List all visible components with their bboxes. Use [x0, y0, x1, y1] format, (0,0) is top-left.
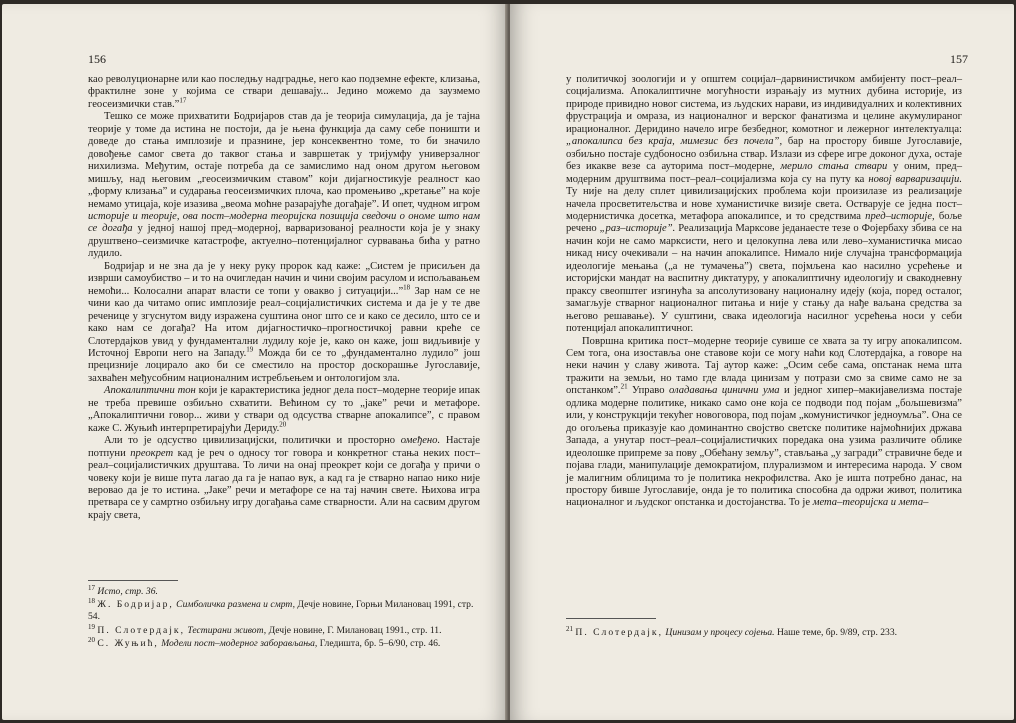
- right-page: [510, 4, 1014, 720]
- footnote-ref: 17: [179, 96, 187, 105]
- footnote-ref: 18: [403, 283, 411, 292]
- page-body: [566, 74, 962, 510]
- page-number: 156: [88, 52, 106, 66]
- page-number: 157: [950, 52, 968, 66]
- footnote-ref: 19: [246, 345, 254, 354]
- paragraph: Тешко се може прихватити Бодријаров став да је теорија симулација, да је тајна теорије у томе да истина не постоји, да је њена функција да саму себе поништи и доведе до стања имплозије и празнине, јер консеквентно томе, то би значило довођење самог света до таквог стања и завршетак у тријумфу универзалног нихилизма. Међутим, остаје потреба да се замислимо над оном другом његовом мишљу, над његовим „геосеизмичким ставом” који дијагностикује реалност као „форму клизања” и сударања геосеизмичких плоча, као промењиво „кретање” на које немамо утицаја, које изазива „веома моћне разарајуће догађаје”. И опет, чудном игром историје и теорије, ова пост–модерна теоријска позиција сведочи о ономе што нам се догађа у једној нашој пред–модерној, варваризованој реалности која је у знаку друштвено–сеизмичке катастрофе, актуелно–потенцијалног сурвавања бића у ратно лудило.: [88, 111, 481, 260]
- footnote-ref: 21: [620, 382, 628, 391]
- footnote-rule: [88, 580, 178, 581]
- paragraph: као револуционарне или као последњу надградње, него као подземне ефекте, клизања, фрактилне зоне у којима се ствари дешавају... Једино можемо да заузмемо геосеизмички став.”$^{17}$: [88, 74, 480, 110]
- footnote: $^{18}$ Ж. Бодријар, Симболичка размена и смрт, Дечје новине, Горњи Милановац 1991, стр. 54.: [88, 597, 474, 623]
- footnotes: [566, 624, 962, 640]
- paragraph: Бодријар и не зна да је у неку руку пророк кад каже: „Систем је присиљен да изврши самоубиство – и то на очигледан начин и чини својим расулом и испољавањем немоћи... Колосални апарат власти се топи у овакво ј ситуацији...”$^{18}$ Зар нам се не чини као да читамо опис имплозије реал–социјалистичких система и да је у те две реченице у згуснутом виду изражена суштина оног што се и како се десило, што се и како нам се догађа? На итом дијагностичко–прогностичкој равни креће се Слотердајков увид у фундаментални лудилу које је, како он каже, још видљивије у Источној Европи него на Западу.$^{19}$ Можда би се то „фундаментално лудило” још прецизније лоцирало ако би се сместило на простор доскорашње Југославије, захваћен међусобним националним истребљењем и онтологијом зла.: [88, 260, 480, 384]
- footnote: $^{19}$ П. Слотердајк, Тестирани живот, Дечје новине, Г. Милановац 1991., стр. 11.: [88, 622, 442, 636]
- footnote-ref: 20: [279, 420, 287, 429]
- footnote: $^{17}$ Исто, стр. 36.: [88, 583, 158, 597]
- paragraph: Али то је одсуство цивилизацијски, политички и просторно омеђено. Настаје потпуни преокрет кад је реч о односу тог говора и конкретног стања неких пост–реал–социјалистичких друштава. То личи на онај преокрет који се догађа у причи о човеку који је више пута лагао да га је напао вук, а кад га је стварно напао нико није веровао да је то истина. „Јаке” речи и метафоре се на тај начин свете. Њихова игра претвара се у самртно озбиљну игру догађања саме стварности. Али на сасвим другом крају света,: [88, 435, 480, 521]
- paragraph: Површна критика пост–модерне теорије сувише се хвата за ту игру апокалипсом. Сем тога, она изоставља оне ставове који се могу наћи код Слотердајка, а говоре на неки начин у славу живота. Тај аутор каже: „Осим себе сама, опстанак нема шта тражити на земљи, но тамо где влада цинизам у потрази смо за свиме само не за опстанком”.$^{21}$ Управо оладавања цинични ума и једног хипер–макијавелизма постаје одлика модерне политике, никако само оне која се подводи под појам „бољшевизма” или, у конструкцији текућег новоговора, под појам „комунистичког једноумља”. Она се до огољења приказује као доминантно својство светске политике најмоћнијих држава Запада, а унутар пост–реал–социјалистичких поредака она узима различите облике идеолошке припреме за пову „Обећану земљу”, стављања „у загради” стравичне беде и појава глади, манипулације демократијом, плурализмом и интересима народа. У свом је малигним облицима то је политика некрофилства. Ако је ишта потребно данас, на простору бивше Југославије, онда је то политика спосо6на да одржи живот, политика националног и људског опстанка и достојанства. То је мета–теоријска и мета–: [566, 335, 962, 509]
- footnote: $^{21}$ П. Слотердајк, Цинизам у процесу сојења. Наше теме, бр. 9/89, стр. 233.: [566, 624, 898, 638]
- page-body: [88, 74, 480, 522]
- paragraph: у политичкој зоологији и у општем социјал–дарвинистичком амбијенту пост–реал–социјализма. Апокалиптичне могућности израњају из мутних дубина историје, из природе привидно новог система, из људских нарави, из индивидуалних и колективних фрустрација и омраза, из националног и верског фанатизма и целине акумулираног ирационалног. Деридино начело игре безбедног, комотног и лежерног интелектуалца: „апокалипса без краја, мимезис без почела”, бар на простору бивше Југославије, озбиљно постаје судбоносно озбиљна ствар. Излази из сфере игре доконог духа, остаје без икакве везе са ауторима пост–модерне, мерило стања ствари у оним, пред–модерним друштвима пост–реал–социјализма која су на путу ка новој варваризацији. Ту није на делу сплет цивилизацијских проблема који произилазе из реализације начела просветитељства и нове хуманистичке визије света. Остварује се једна пост–модернистичка досетка, метафора апокалипсе, и то средствима пред–историје, боље речено „раз–историје”. Реализација Марксове једанаесте тезе о Фојербаху збива се на начин који не само марксисти, него и целокупна лева или лево–хуманистичка мисао никад нису очекивали – на начин апокалипсе. Нимало није случајна трансформација идеологије мењања („а не тумачења”) света, појмљена као насилно усрећење и историјски мандат на васпитну диктатуру, у апокалиптичну идеологију и свакодневну праксу свеопштег изгинућа за апсолутизовану националну идеју (која, поред осталог, замагљује стварног националног питања и није у стању да нађе ваљана средства за његово решавање). У суштини, свака идеологија насилног усрећења носи у себи потенцијал апокалиптичног.: [566, 74, 962, 335]
- paragraph: Апокалиптични тон који је карактеристика једног дела пост–модерне теорије ипак не треба превише озбиљно схватити. Већином су то „јаке” речи и метафоре. „Апокалиптични говор... живи у ствари од одсуства стварне апокалипсе”, с правом каже С. Жуњић интерпретирајући Дериду.$^{20}$: [88, 385, 480, 434]
- footnote: $^{20}$ С. Жуњић, Модели пост–модерног заборављања, Гледишта, бр. 5–6/90, стр. 46.: [88, 635, 441, 649]
- left-page: [2, 4, 508, 720]
- footnote-rule: [566, 618, 656, 619]
- footnotes: [88, 583, 480, 651]
